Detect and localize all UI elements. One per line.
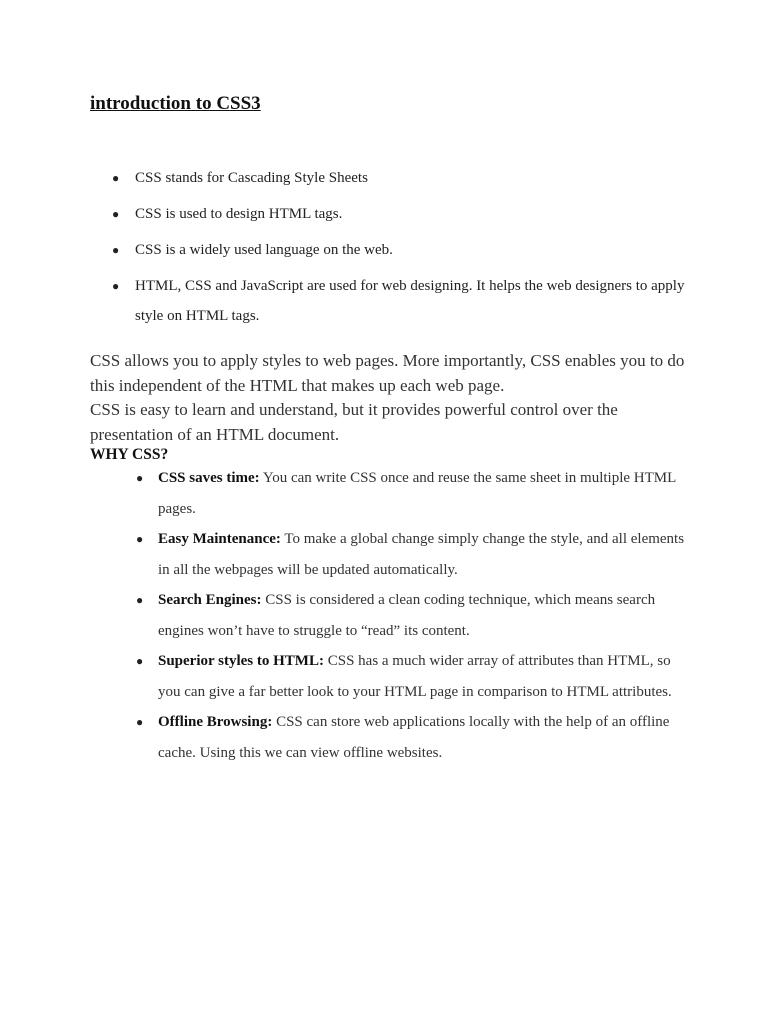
list-item-term: Search Engines: [158, 592, 262, 608]
bullet-icon: ● [112, 279, 120, 293]
section-heading-why-css: WHY CSS? [90, 446, 169, 463]
list-item [112, 163, 692, 193]
list-item [112, 235, 692, 265]
list-item-text: CSS is considered a clean coding technique, which means search engines won’t have to struggle to “read” its content. [158, 592, 656, 639]
list-item-term: CSS saves time: [158, 470, 260, 486]
summary-paragraph: CSS is easy to learn and understand, but it provides powerful control over the presentation of an HTML document. [90, 400, 618, 444]
bullet-icon: ● [136, 471, 144, 485]
list-item-text: CSS is used to design HTML tags. [135, 206, 343, 222]
bullet-icon: ● [112, 207, 120, 221]
bullet-icon: ● [112, 243, 120, 257]
list-item [136, 463, 696, 524]
bullet-icon: ● [136, 715, 144, 729]
intro-bullet-list [112, 163, 692, 337]
list-item-text: CSS has a much wider array of attributes than HTML, so you can give a far better look to your HTML page in comparison to HTML attributes. [158, 653, 672, 700]
list-item [136, 646, 696, 707]
list-item [112, 271, 692, 331]
list-item-term: Easy Maintenance: [158, 531, 281, 547]
list-item-text: CSS stands for Cascading Style Sheets [135, 170, 368, 186]
list-item [112, 199, 692, 229]
list-item-text: To make a global change simply change the style, and all elements in all the webpages will be updated automatically. [158, 531, 685, 578]
list-item-term: Superior styles to HTML: [158, 653, 324, 669]
list-item-term: Offline Browsing: [158, 714, 273, 730]
bullet-icon: ● [136, 593, 144, 607]
why-css-list [136, 463, 696, 768]
list-item [136, 524, 696, 585]
list-item-text: CSS is a widely used language on the web. [135, 242, 393, 258]
bullet-icon: ● [136, 532, 144, 546]
bullet-icon: ● [136, 654, 144, 668]
bullet-icon: ● [112, 171, 120, 185]
intro-paragraph: CSS allows you to apply styles to web pages. More importantly, CSS enables you to do this independent of the HTML that makes up each web page. [90, 351, 685, 395]
list-item-text: CSS can store web applications locally with the help of an offline cache. Using this we can view offline websites. [158, 714, 670, 761]
list-item [136, 707, 696, 768]
list-item [136, 585, 696, 646]
page-title: introduction to CSS3 [90, 93, 261, 114]
list-item-text: HTML, CSS and JavaScript are used for web designing. It helps the web designers to apply style on HTML tags. [135, 278, 685, 324]
list-item-text: You can write CSS once and reuse the same sheet in multiple HTML pages. [158, 470, 676, 517]
